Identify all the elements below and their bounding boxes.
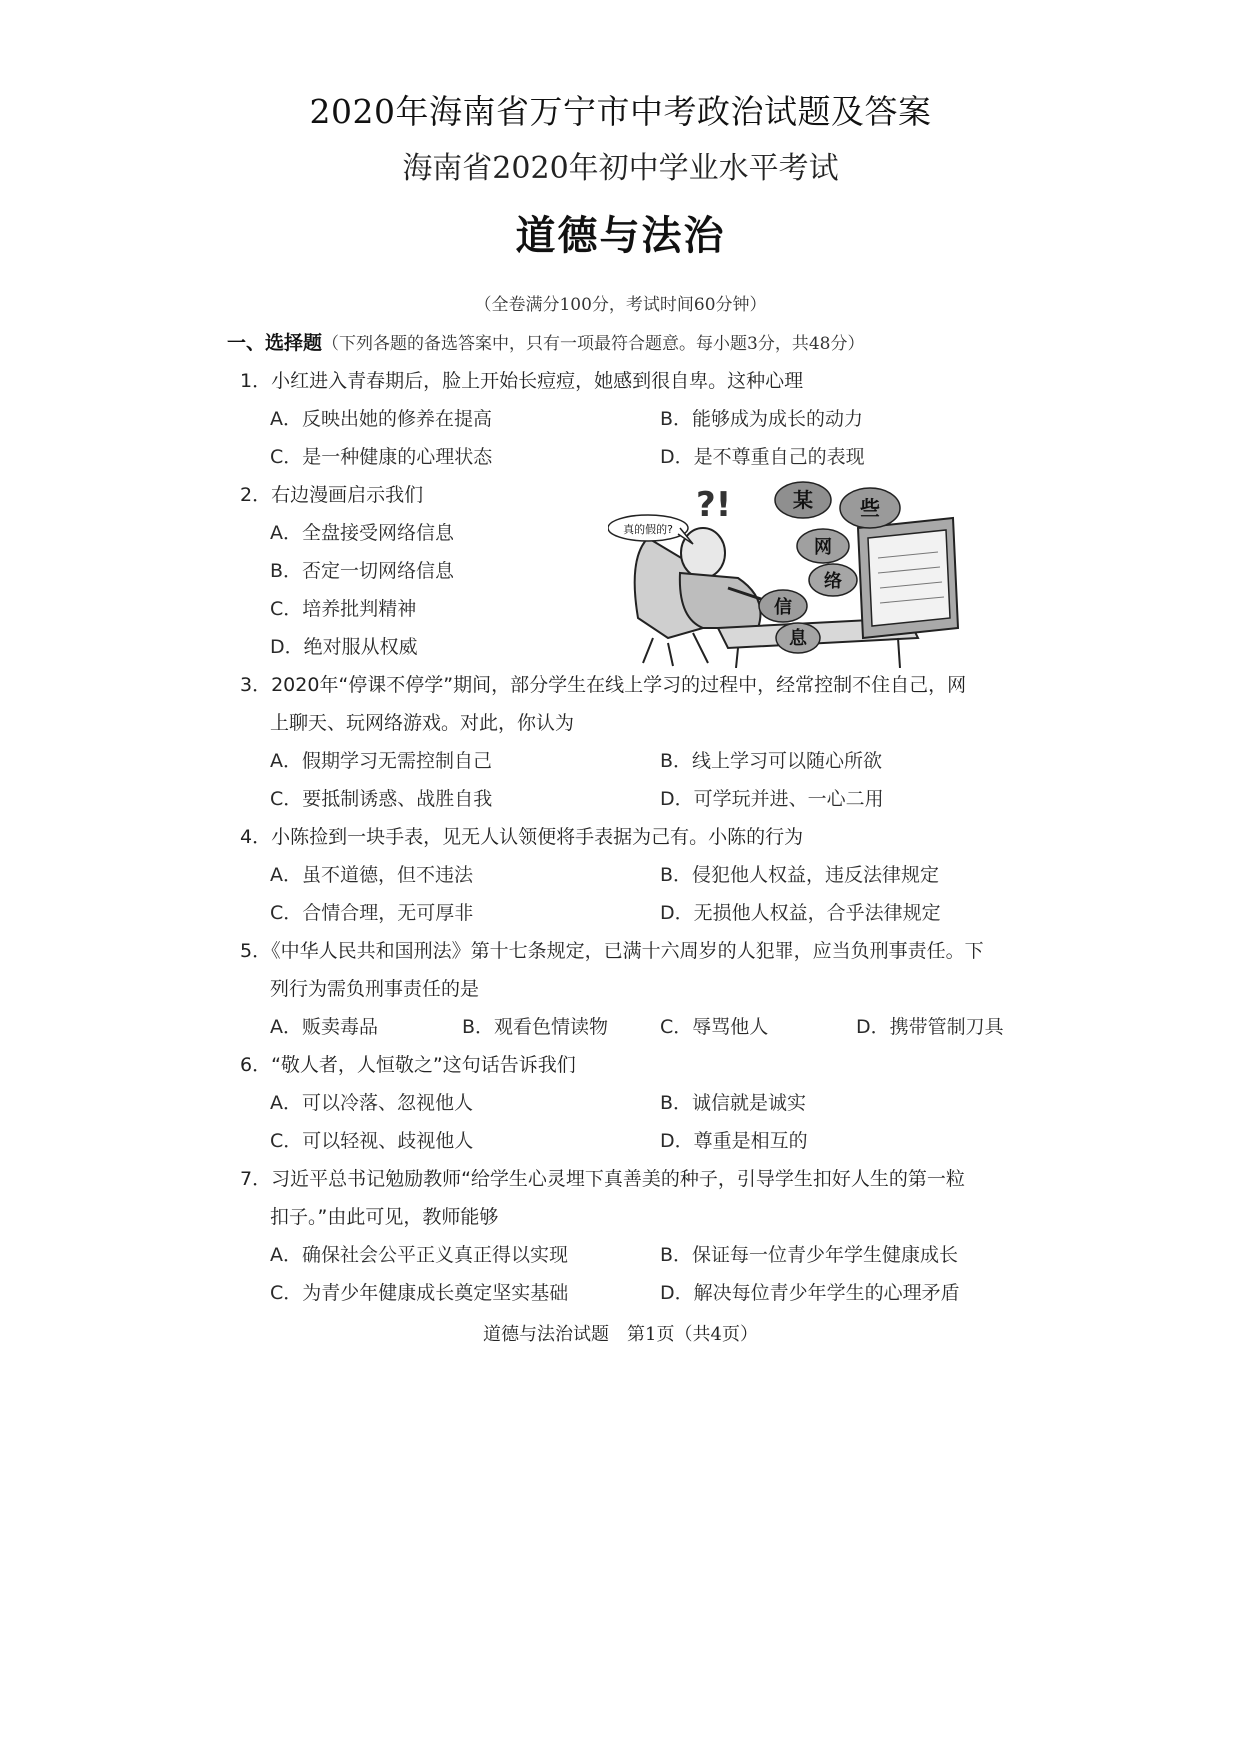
- question-7-option-d: D．解决每位青少年学生的心理矛盾: [660, 1282, 960, 1304]
- page-footer: 道德与法治试题 第1页（共4页）: [483, 1324, 758, 1345]
- question-5-stem-line-2: 列行为需负刑事责任的是: [270, 978, 480, 1000]
- question-1-option-d: D．是不尊重自己的表现: [660, 446, 865, 468]
- section-note: （下列各题的备选答案中，只有一项最符合题意。每小题3分，共48分）: [322, 334, 865, 354]
- question-4-stem: 4．小陈捡到一块手表，见无人认领便将手表据为己有。小陈的行为: [240, 826, 804, 848]
- exam-heading: 海南省2020年初中学业水平考试: [402, 151, 839, 186]
- question-7-option-c: C．为青少年健康成长奠定坚实基础: [270, 1282, 569, 1304]
- question-2-stem: 2．右边漫画启示我们: [240, 484, 424, 506]
- cartoon-illustration: [608, 478, 993, 668]
- question-4-option-d: D．无损他人权益，合乎法律规定: [660, 902, 941, 924]
- question-7-option-a: A．确保社会公平正义真正得以实现: [270, 1244, 568, 1266]
- question-2-option-c: C．培养批判精神: [270, 598, 417, 620]
- section-heading: [227, 328, 864, 355]
- question-3-option-a: A．假期学习无需控制自己: [270, 750, 492, 772]
- cloud-word-2: 些: [860, 496, 880, 520]
- question-2-option-a: A．全盘接受网络信息: [270, 522, 454, 544]
- cartoon-marks: ?!: [696, 485, 732, 525]
- question-6-option-c: C．可以轻视、歧视他人: [270, 1130, 474, 1152]
- question-5-option-d: D．携带管制刀具: [856, 1016, 1004, 1038]
- question-6-stem: 6．“敬人者，人恒敬之”这句话告诉我们: [240, 1054, 576, 1076]
- question-5-stem-line-1: 5．《中华人民共和国刑法》第十七条规定，已满十六周岁的人犯罪，应当负刑事责任。下: [240, 940, 984, 962]
- question-4-option-b: B．侵犯他人权益，违反法律规定: [660, 864, 940, 886]
- question-2-option-d: D．绝对服从权威: [270, 636, 418, 658]
- section-label: 一、选择题: [227, 332, 323, 354]
- question-1-option-c: C．是一种健康的心理状态: [270, 446, 493, 468]
- question-7-option-b: B．保证每一位青少年学生健康成长: [660, 1244, 959, 1266]
- question-3-stem-line-1: 3．2020年“停课不停学”期间，部分学生在线上学习的过程中，经常控制不住自己，网: [240, 674, 967, 696]
- question-1-stem: 1．小红进入青春期后，脸上开始长痘痘，她感到很自卑。这种心理: [240, 370, 804, 392]
- question-7-stem-line-2: 扣子。”由此可见，教师能够: [270, 1206, 499, 1228]
- question-4-option-c: C．合情合理，无可厚非: [270, 902, 474, 924]
- cloud-word-1: 某: [793, 488, 813, 512]
- question-5-option-c: C．辱骂他人: [660, 1016, 769, 1038]
- question-6-option-d: D．尊重是相互的: [660, 1130, 808, 1152]
- question-1-option-b: B．能够成为成长的动力: [660, 408, 864, 430]
- question-5-option-a: A．贩卖毒品: [270, 1016, 378, 1038]
- question-7-stem-line-1: 7．习近平总书记勉励教师“给学生心灵埋下真善美的种子，引导学生扣好人生的第一粒: [240, 1168, 965, 1190]
- cloud-word-5: 信: [774, 597, 792, 618]
- question-6-option-b: B．诚信就是诚实: [660, 1092, 807, 1114]
- question-3-option-b: B．线上学习可以随心所欲: [660, 750, 883, 772]
- question-3-option-d: D．可学玩并进、一心二用: [660, 788, 884, 810]
- exam-info: （全卷满分100分，考试时间60分钟）: [474, 295, 767, 315]
- question-6-option-a: A．可以冷落、忽视他人: [270, 1092, 473, 1114]
- question-1-option-a: A．反映出她的修养在提高: [270, 408, 492, 430]
- question-2-option-b: B．否定一切网络信息: [270, 560, 455, 582]
- cloud-word-3: 网: [814, 537, 832, 558]
- question-5-option-b: B．观看色情读物: [462, 1016, 609, 1038]
- cloud-word-6: 息: [789, 628, 807, 649]
- cloud-word-4: 络: [824, 571, 842, 592]
- question-4-option-a: A．虽不道德，但不违法: [270, 864, 473, 886]
- subject-title: 道德与法治: [515, 212, 726, 259]
- document-title: 2020年海南省万宁市中考政治试题及答案: [309, 92, 932, 131]
- cartoon-speech-text: 真的假的?: [623, 523, 673, 536]
- question-3-option-c: C．要抵制诱惑、战胜自我: [270, 788, 493, 810]
- question-3-stem-line-2: 上聊天、玩网络游戏。对此，你认为: [270, 712, 575, 734]
